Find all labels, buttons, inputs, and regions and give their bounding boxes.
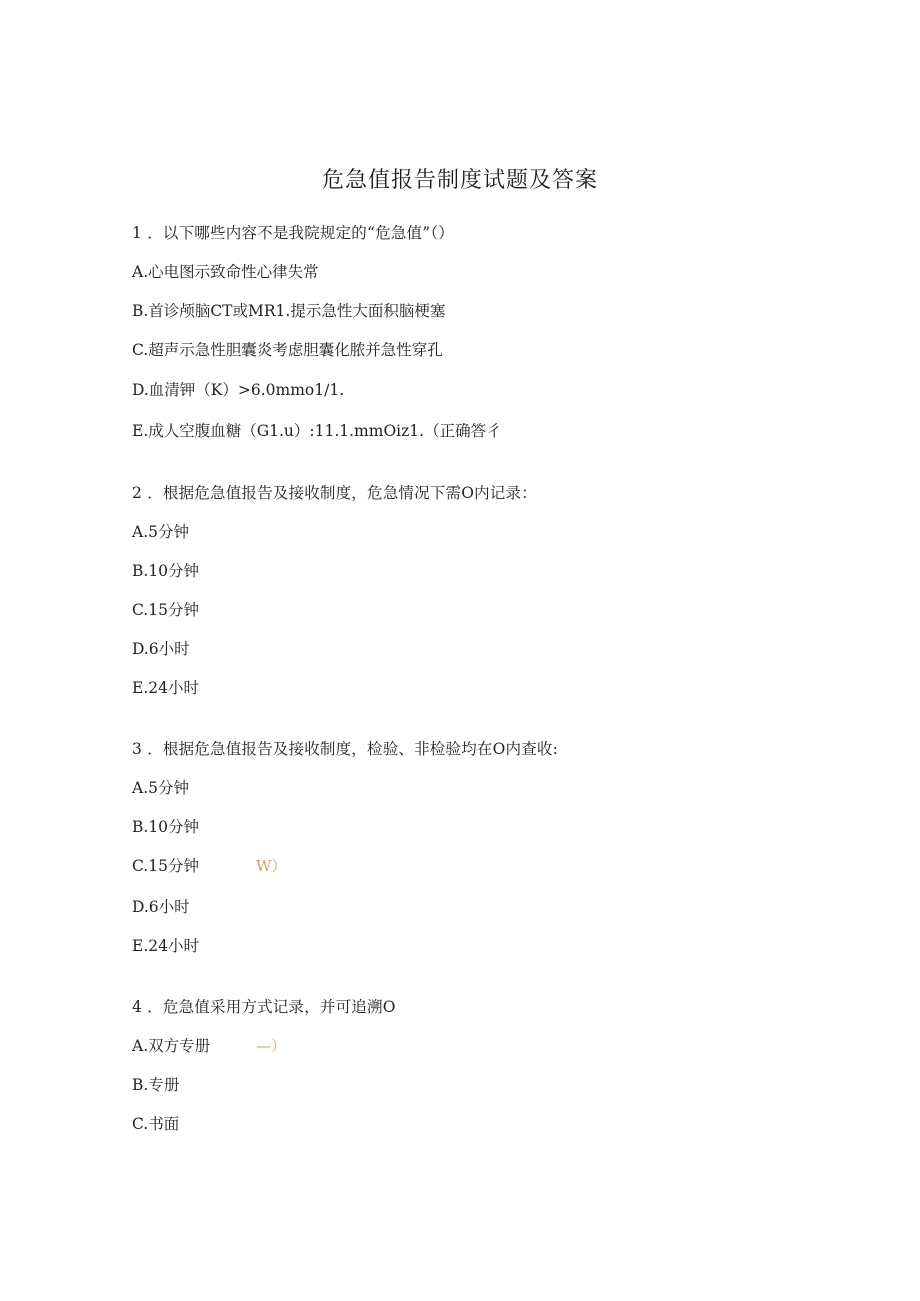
question-3-option-d: D.6小时	[132, 898, 190, 916]
question-2-option-a: A.5分钟	[132, 523, 189, 541]
question-3-option-e: E.24小时	[132, 937, 199, 955]
question-1-option-a: A.心电图示致命性心律失常	[132, 263, 319, 281]
question-4-option-c: C.书面	[132, 1115, 180, 1133]
question-2-option-d: D.6小时	[132, 640, 190, 658]
question-4-option-a: A.双方专册	[132, 1037, 211, 1055]
question-4-stem: 4 ．危急值采用方式记录，并可追溯O	[132, 998, 396, 1016]
question-4-option-b: B.专册	[132, 1076, 180, 1094]
question-1-option-e: E.成人空腹血糖（G1.u）:11.1.mmOiz1.（正确答彳	[132, 422, 502, 440]
question-1-option-d: D.血清钾（K）>6.0mmo1∕1.	[132, 381, 345, 399]
question-1-option-c: C.超声示急性胆囊炎考虑胆囊化脓并急性穿孔	[132, 341, 443, 359]
question-3-option-c: C.15分钟	[132, 857, 199, 875]
question-2-option-b: B.10分钟	[132, 562, 200, 580]
question-2-stem: 2 ．根据危急值报告及接收制度，危急情况下需O内记录：	[132, 484, 537, 502]
question-1-option-b: B.首诊颅脑CT或MR1.提示急性大面积脑梗塞	[132, 302, 446, 320]
question-4-margin-note: —）	[256, 1037, 287, 1055]
question-3-margin-note: W）	[256, 857, 287, 875]
question-2-option-c: C.15分钟	[132, 601, 199, 619]
question-2-option-e: E.24小时	[132, 679, 199, 697]
question-3-option-a: A.5分钟	[132, 779, 189, 797]
document-title: 危急值报告制度试题及答案	[321, 168, 598, 193]
question-3-stem: 3 ．根据危急值报告及接收制度，检验、非检验均在O内查收:	[132, 740, 559, 758]
question-1-stem: 1 ．以下哪些内容不是我院规定的“危急值”（）	[132, 224, 454, 242]
question-3-option-b: B.10分钟	[132, 818, 200, 836]
